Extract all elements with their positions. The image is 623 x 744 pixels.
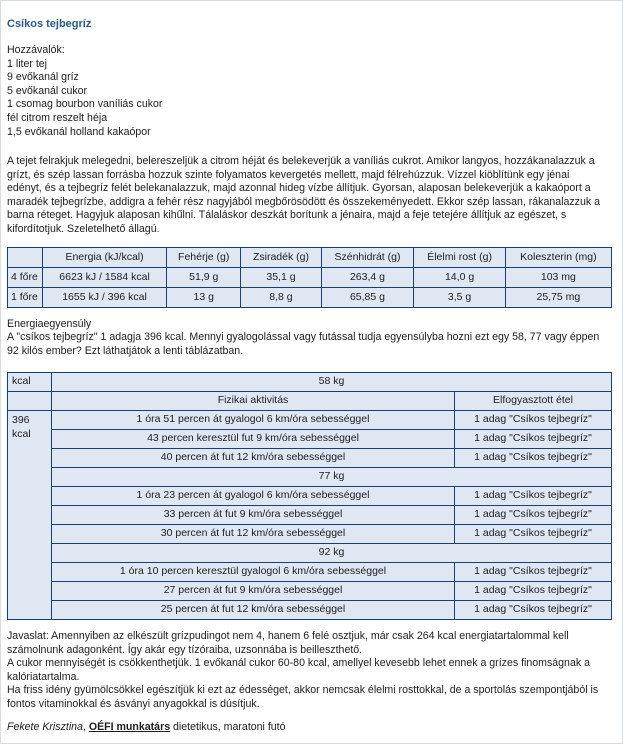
- food-cell: 1 adag "Csíkos tejbegríz": [455, 430, 612, 449]
- activity-row: [8, 430, 612, 449]
- column-header-row: [8, 392, 612, 411]
- preparation-text: A tejet felrakjuk melegedni, belereszeljük a citrom héját és belekeverjük a vaníliás cukrot. Amikor langyos, hozzákanalazzuk a grízt, és szép lassan forrásba hozzuk szinte folyamatos kevergetés mellett, majd félrehúzzuk. Vízzel kiöblítünk egy jénai edényt, és a tejbegríz felét belekanalazzuk, majd azonnal hideg vízbe állítjuk. Gyorsan, alaposan belekeverjük a kakaóport a maradék tejbegrízbe, addigra a fehér rész nagyjából megbőrösödött és összekeményedett. Ekkor szép lassan, rákanalazzuk a barna réteget. Hagyjuk alaposan kihűlni. Tálaláskor deszkát borítunk a jénaira, majd a feje tetejére állítjuk az egészet, s kifordítotjuk. Szeletelhető állagú.: [7, 155, 600, 235]
- weight-row: [8, 544, 612, 563]
- nutrition-cell: 4 főre: [8, 268, 43, 288]
- nutrition-header-cell: Koleszterin (mg): [505, 248, 611, 268]
- food-cell: 1 adag "Csíkos tejbegríz": [455, 487, 612, 506]
- nutrition-cell: 263,4 g: [321, 268, 414, 288]
- empty-cell: [8, 392, 52, 411]
- ingredient-item: fél citrom reszelt héja: [7, 111, 108, 124]
- advice-section: [7, 630, 612, 712]
- author-separator: ,: [82, 721, 89, 733]
- energy-heading: Energiaegyensúly: [7, 318, 92, 330]
- energy-text: A "csíkos tejbegríz" 1 adagja 396 kcal. Mennyi gyalogolással vagy futással tudja egyensúlyba hozni ezt egy 58, 77 vagy éppen 92 kilós ember? Ezt láthatjátok a lenti táblázatban.: [7, 331, 600, 357]
- advice-paragraph: A cukor mennyiségét is csökkenthetjük. 1 evőkanál cukor 60-80 kcal, amellyel kevesebb lehet ennek a grízes finomságnak a kalóriatartalma.: [7, 657, 590, 683]
- weight-row: [8, 373, 612, 392]
- activity-row: [8, 487, 612, 506]
- author-role: dietetikus, maratoni futó: [170, 721, 286, 733]
- activity-cell: 43 percen keresztül fut 9 km/óra sebességgel: [52, 430, 455, 449]
- nutrition-header-cell: [8, 248, 43, 268]
- nutrition-table: [7, 247, 612, 308]
- author-name: Fekete Krisztina: [7, 721, 83, 733]
- nutrition-cell: 65,85 g: [321, 288, 414, 308]
- ingredients-heading: Hozzávalók:: [7, 44, 65, 56]
- activity-cell: 25 percen át fut 12 km/óra sebességgel: [52, 601, 455, 620]
- weight-cell: 58 kg: [52, 373, 612, 392]
- food-cell: 1 adag "Csíkos tejbegríz": [455, 582, 612, 601]
- nutrition-cell: 25,75 mg: [505, 288, 611, 308]
- activity-row: [8, 506, 612, 525]
- activity-row: [8, 411, 612, 430]
- nutrition-cell: 6623 kJ / 1584 kcal: [43, 268, 167, 288]
- oefi-link[interactable]: OÉFI munkatárs: [88, 721, 171, 733]
- ingredients-list: [7, 44, 162, 139]
- food-cell: 1 adag "Csíkos tejbegríz": [455, 601, 612, 620]
- nutrition-header-cell: Fehérje (g): [167, 248, 241, 268]
- activity-row: [8, 563, 612, 582]
- activity-cell: 1 óra 51 percen át gyalogol 6 km/óra sebességgel: [52, 411, 455, 430]
- nutrition-cell: 35,1 g: [241, 268, 321, 288]
- food-cell: 1 adag "Csíkos tejbegríz": [455, 449, 612, 468]
- nutrition-header-row: [8, 248, 612, 268]
- activity-cell: 1 óra 23 percen át gyalogol 6 km/óra sebességgel: [52, 487, 455, 506]
- nutrition-row: [8, 288, 612, 308]
- nutrition-cell: 51,9 g: [167, 268, 241, 288]
- nutrition-header-cell: Szénhidrát (g): [321, 248, 414, 268]
- activity-row: [8, 449, 612, 468]
- nutrition-cell: 1655 kJ / 396 kcal: [43, 288, 167, 308]
- food-cell: 1 adag "Csíkos tejbegríz": [455, 411, 612, 430]
- nutrition-cell: 8,8 g: [241, 288, 321, 308]
- nutrition-header-cell: Zsiradék (g): [241, 248, 321, 268]
- ingredient-item: 9 evőkanál gríz: [7, 71, 79, 84]
- weight-row: [8, 468, 612, 487]
- activity-cell: 30 percen át fut 12 km/óra sebességgel: [52, 525, 455, 544]
- activity-cell: 33 percen át fut 9 km/óra sebességgel: [52, 506, 455, 525]
- nutrition-cell: 103 mg: [505, 268, 611, 288]
- activity-row: [8, 525, 612, 544]
- activity-cell: 27 percen át fut 9 km/óra sebességgel: [52, 582, 455, 601]
- weight-cell: 77 kg: [52, 468, 612, 487]
- activity-row: [8, 582, 612, 601]
- food-cell: 1 adag "Csíkos tejbegríz": [455, 506, 612, 525]
- recipe-title: Csíkos tejbegríz: [7, 18, 92, 30]
- ingredient-item: 5 evőkanál cukor: [7, 84, 88, 97]
- ingredient-item: 1 csomag bourbon vaníliás cukor: [7, 98, 163, 111]
- nutrition-row: [8, 268, 612, 288]
- activity-cell: 1 óra 10 percen keresztül gyalogol 6 km/óra sebességgel: [52, 563, 455, 582]
- food-header: Elfogyasztott étel: [455, 392, 612, 411]
- activity-cell: 40 percen át fut 12 km/óra sebességgel: [52, 449, 455, 468]
- nutrition-cell: 13 g: [167, 288, 241, 308]
- nutrition-cell: 14,0 g: [414, 268, 505, 288]
- advice-paragraph: Javaslat: Amennyiben az elkészült grízpudingot nem 4, hanem 6 felé osztjuk, már csak 264 kcal energiatartalommal kell számolnunk adagonként. Így akár egy tízóraiba, uzsonnába is beilleszthető.: [7, 630, 569, 656]
- nutrition-header-cell: Élelmi rost (g): [414, 248, 505, 268]
- nutrition-header-cell: Energia (kJ/kcal): [43, 248, 167, 268]
- nutrition-cell: 1 főre: [8, 288, 43, 308]
- energy-balance-table: [7, 372, 612, 620]
- kcal-value: 396 kcal: [8, 411, 52, 620]
- nutrition-cell: 3,5 g: [414, 288, 505, 308]
- activity-header: Fizikai aktivitás: [52, 392, 455, 411]
- activity-row: [8, 601, 612, 620]
- ingredient-item: 1 liter tej: [7, 57, 48, 70]
- weight-cell: 92 kg: [52, 544, 612, 563]
- author-line: [7, 721, 286, 735]
- ingredient-item: 1,5 evőkanál holland kakaópor: [7, 125, 151, 138]
- kcal-label: kcal: [8, 373, 52, 392]
- food-cell: 1 adag "Csíkos tejbegríz": [455, 563, 612, 582]
- advice-paragraph: Ha friss idény gyümölcsökkel egészítjük ki ezt az édességet, akkor nemcsak élelmi rosttokkal, de a sportolás szempontjából is fontos vitaminokkal és ásványi anyagokkal is dúsítjuk.: [7, 684, 599, 710]
- food-cell: 1 adag "Csíkos tejbegríz": [455, 525, 612, 544]
